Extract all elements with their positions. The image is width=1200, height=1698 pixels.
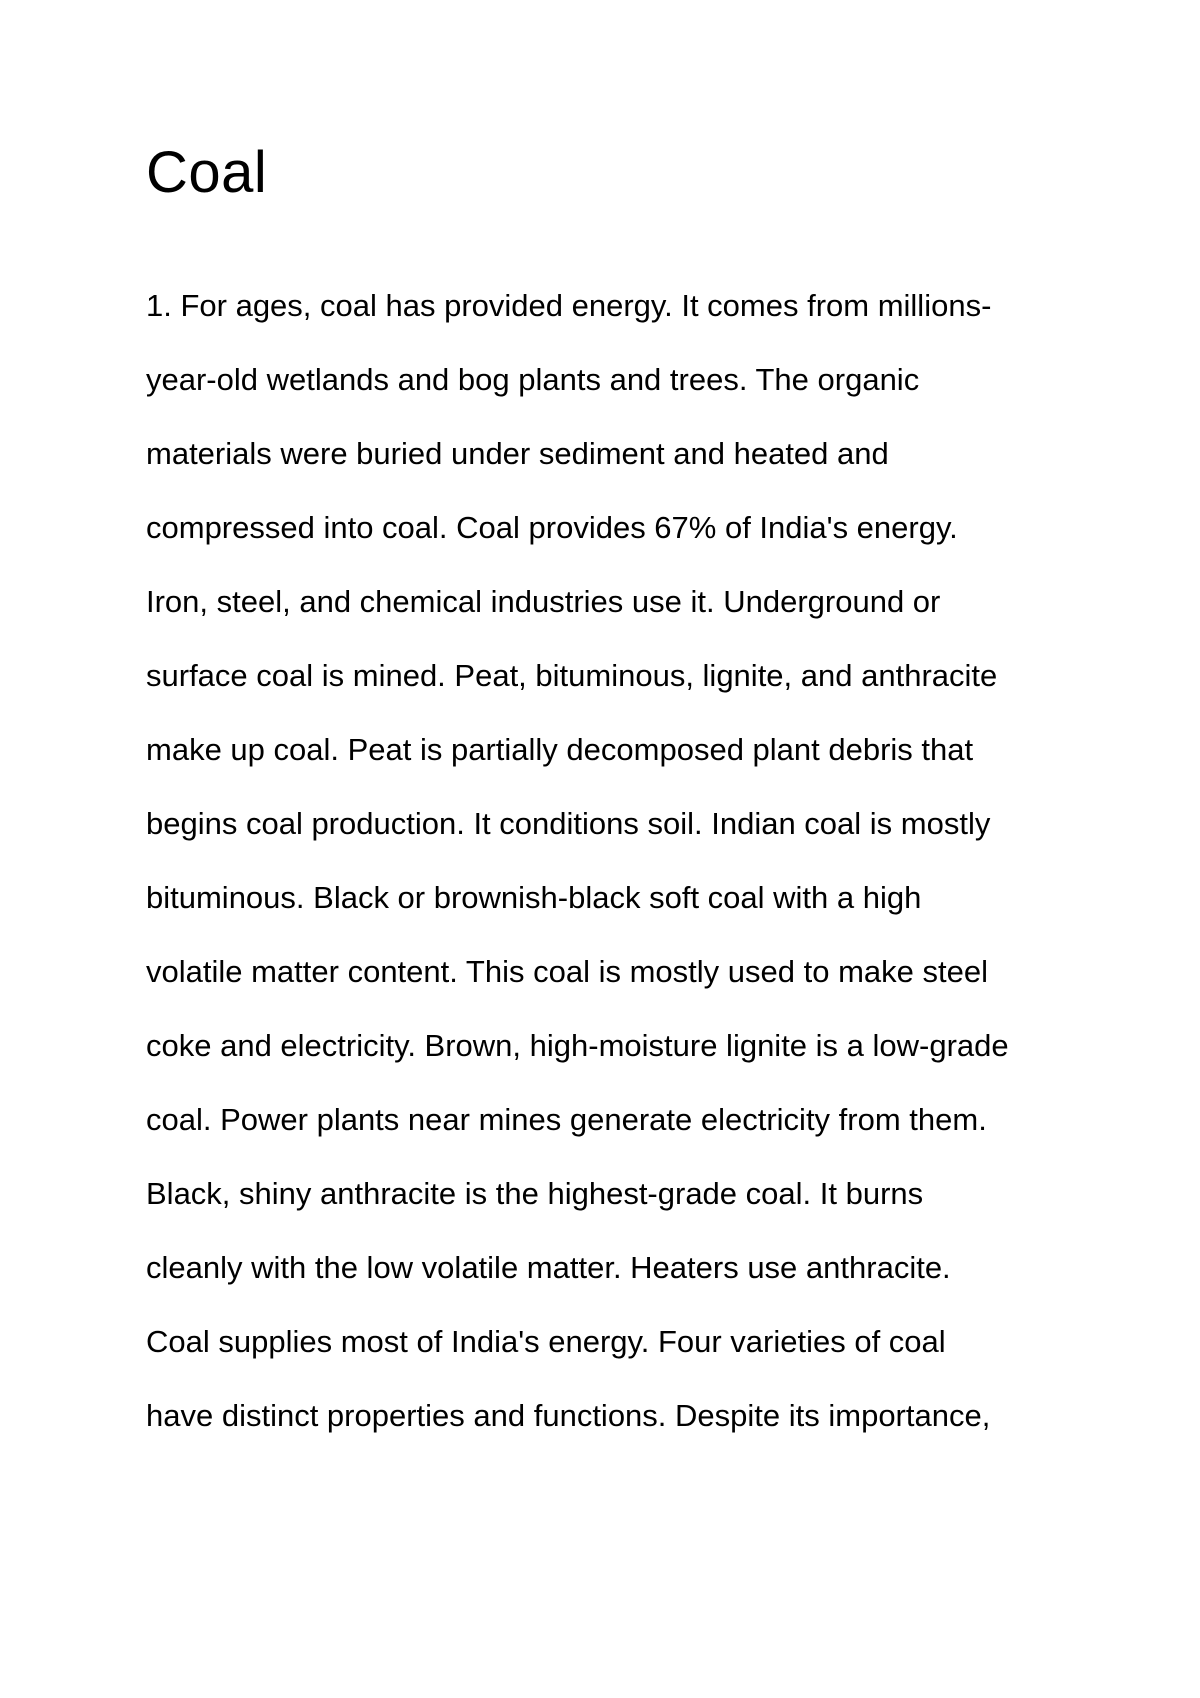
body-line: begins coal production. It conditions soil. Indian coal is mostly [146,806,991,841]
document-title: Coal [146,140,268,205]
body-line: Iron, steel, and chemical industries use it. Underground or [146,584,941,619]
body-line: have distinct properties and functions. Despite its importance, [146,1398,991,1433]
body-line: 1. For ages, coal has provided energy. It comes from millions- [146,288,992,323]
body-line: compressed into coal. Coal provides 67% of India's energy. [146,510,958,545]
body-line: bituminous. Black or brownish-black soft coal with a high [146,880,922,915]
body-line: Black, shiny anthracite is the highest-grade coal. It burns [146,1176,924,1211]
body-line: volatile matter content. This coal is mostly used to make steel [146,954,988,989]
body-line: cleanly with the low volatile matter. Heaters use anthracite. [146,1250,951,1285]
body-line: Coal supplies most of India's energy. Four varieties of coal [146,1324,946,1359]
body-line: coke and electricity. Brown, high-moisture lignite is a low-grade [146,1028,1009,1063]
body-line: surface coal is mined. Peat, bituminous, lignite, and anthracite [146,658,998,693]
body-line: materials were buried under sediment and heated and [146,436,889,471]
body-line: make up coal. Peat is partially decomposed plant debris that [146,732,974,767]
body-line: coal. Power plants near mines generate electricity from them. [146,1102,987,1137]
body-line: year-old wetlands and bog plants and trees. The organic [146,362,920,397]
